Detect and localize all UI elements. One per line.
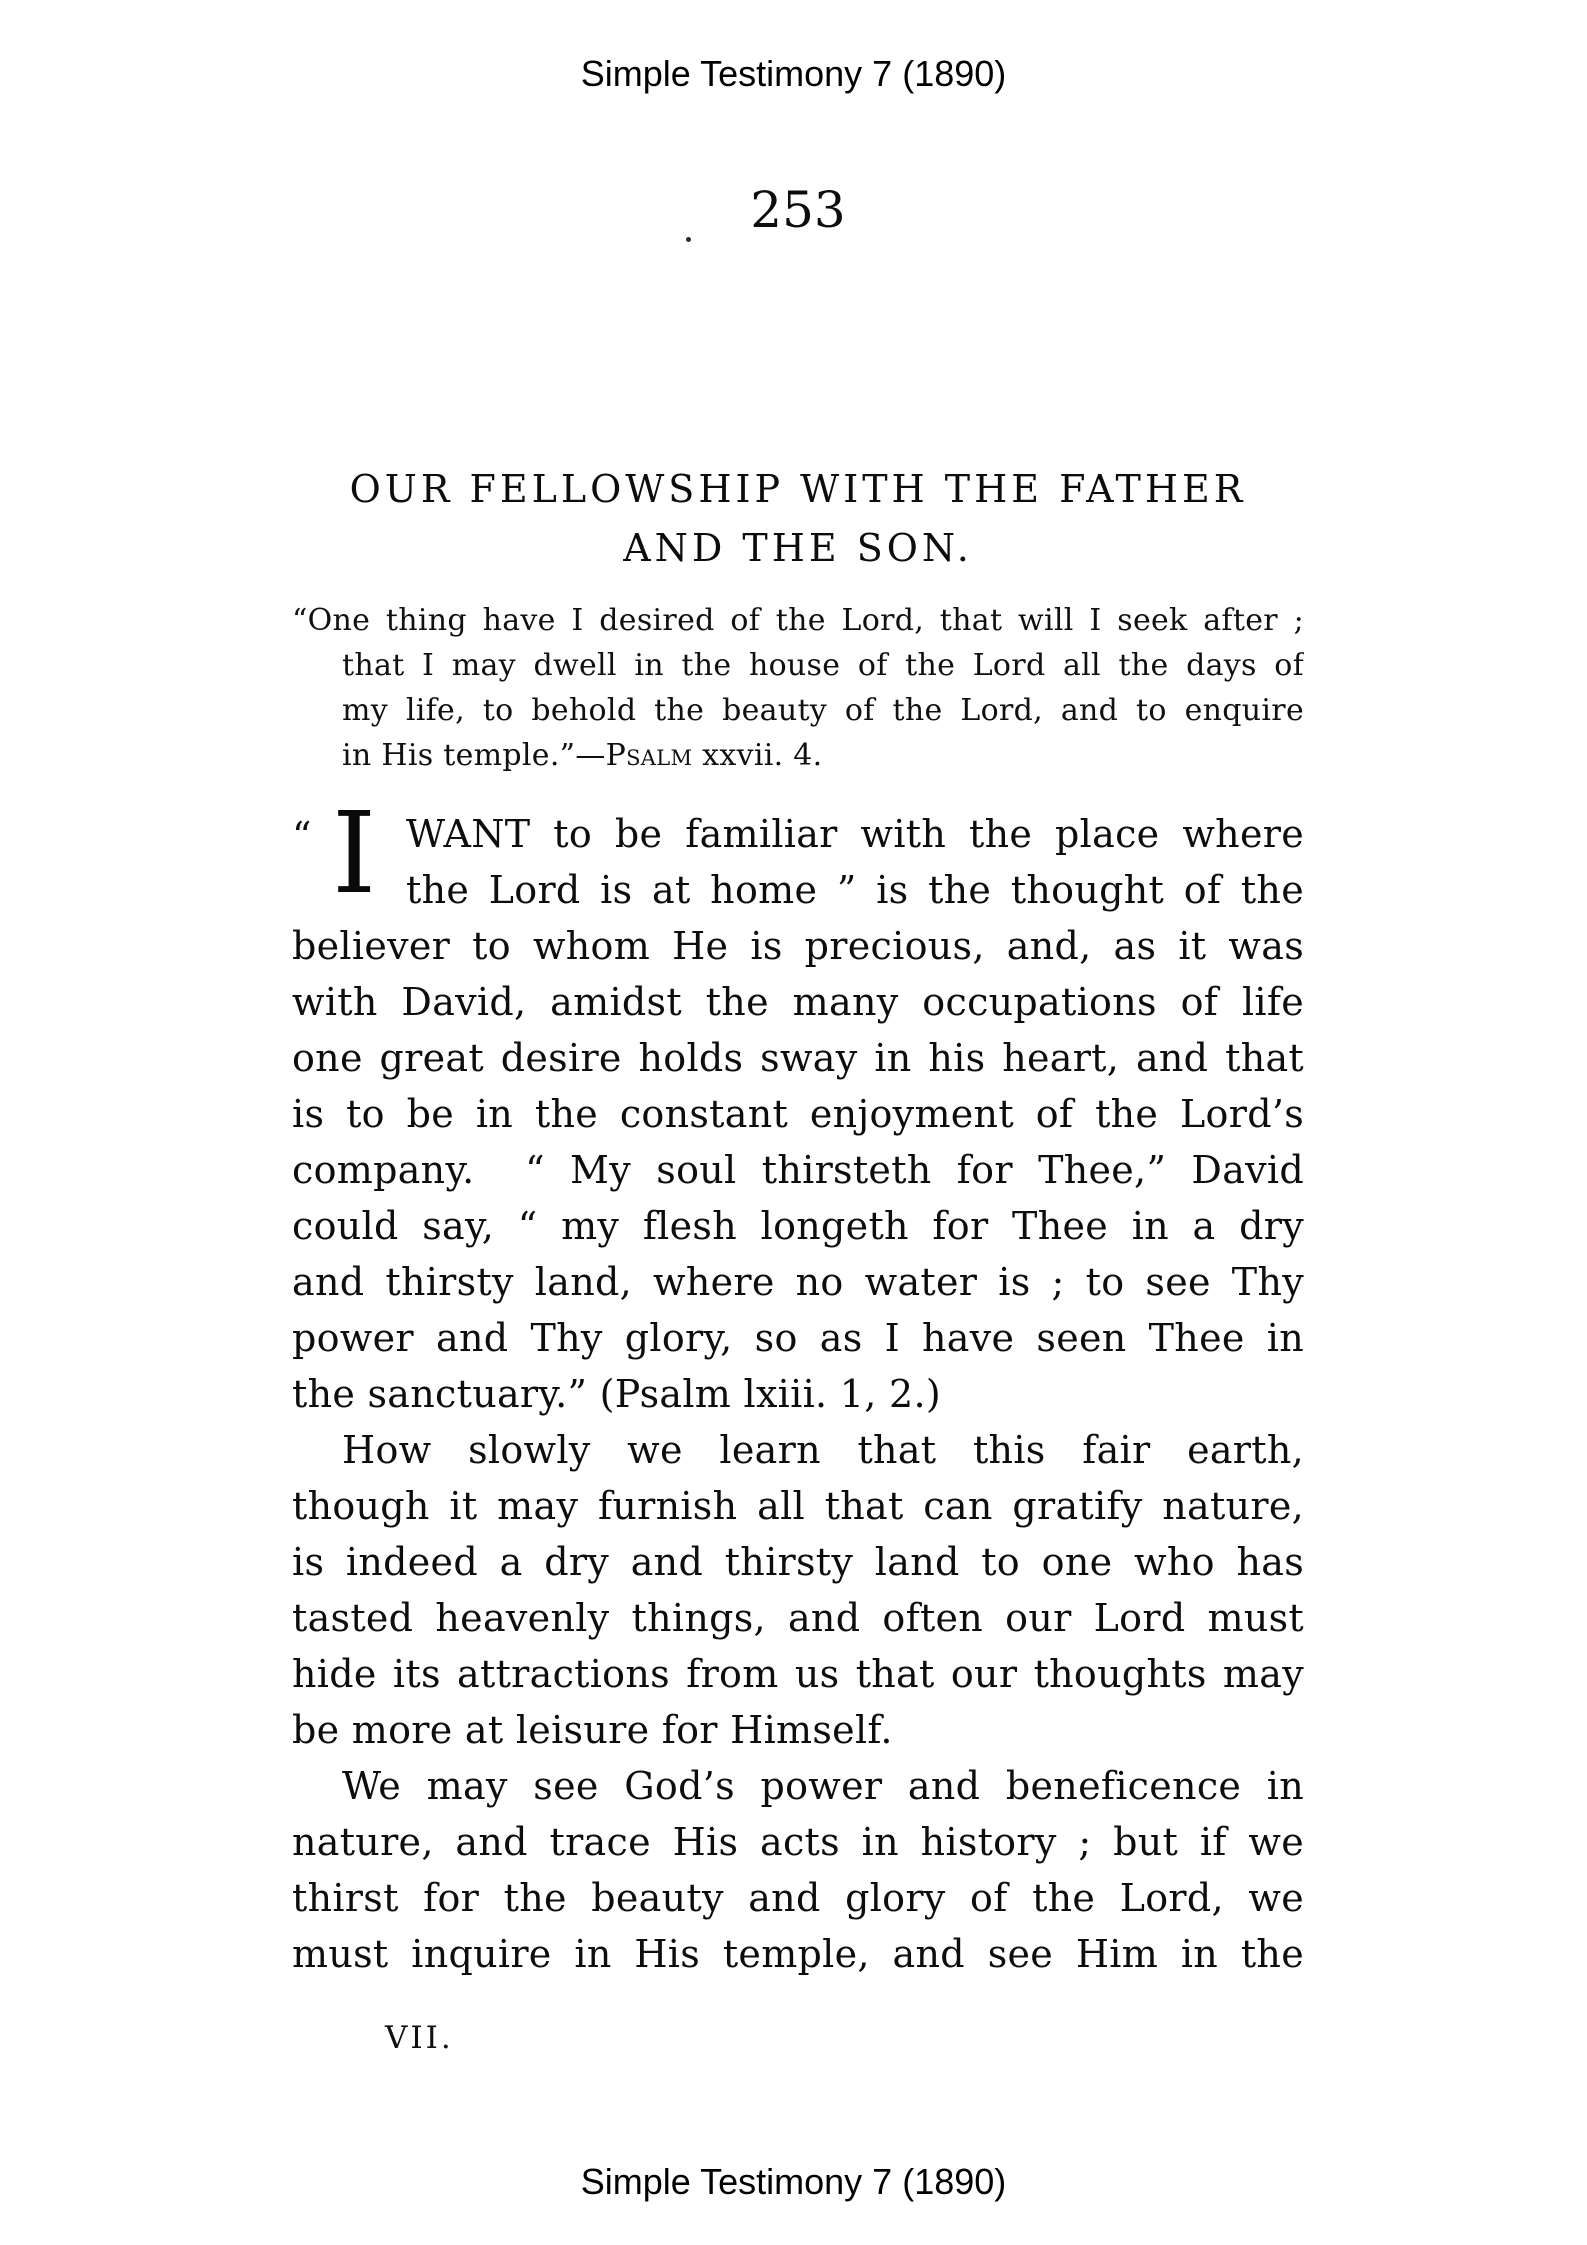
body-line: must inquire in His temple, and see Him in the xyxy=(292,1932,1304,1976)
body-line: believer to whom He is precious, and, as it was xyxy=(292,924,1304,968)
body-line: tasted heavenly things, and often our Lord must xyxy=(292,1596,1304,1640)
article-title-line2: AND THE SON. xyxy=(623,526,973,570)
body-line: one great desire holds sway in his heart, and that xyxy=(292,1036,1304,1080)
body-line: the Lord is at home ” is the thought of the xyxy=(406,868,1304,912)
body-line: We may see God’s power and beneficence in xyxy=(342,1764,1304,1808)
scan-header-text: Simple Testimony 7 (1890) xyxy=(580,53,1007,94)
body-line: power and Thy glory, so as I have seen Thee in xyxy=(292,1316,1304,1360)
body-line: thirst for the beauty and glory of the Lord, we xyxy=(292,1876,1304,1920)
printed-text-column xyxy=(292,0,1304,2245)
ink-speck xyxy=(686,237,691,242)
body-line: the sanctuary.” (Psalm lxiii. 1, 2.) xyxy=(292,1372,942,1416)
article-title-line1: OUR FELLOWSHIP WITH THE FATHER xyxy=(349,467,1247,511)
body-text xyxy=(292,789,1304,1982)
body-line: hide its attractions from us that our thoughts may xyxy=(292,1652,1304,1696)
body-line: with David, amidst the many occupations of life xyxy=(292,980,1304,1024)
article-title xyxy=(292,460,1304,578)
epigraph-line-source xyxy=(342,733,1304,778)
signature-mark: VII. xyxy=(385,2020,454,2056)
body-line: WANT to be familiar with the place where xyxy=(406,812,1304,856)
page-number: 253 xyxy=(750,181,846,239)
drop-cap-letter: I xyxy=(332,789,377,919)
opening-quote-mark: “ xyxy=(292,814,312,858)
epigraph-line: that I may dwell in the house of the Lord all the days of xyxy=(342,648,1304,683)
body-line: nature, and trace His acts in history ; but if we xyxy=(292,1820,1304,1864)
body-line: be more at leisure for Himself. xyxy=(292,1708,893,1752)
body-line: and thirsty land, where no water is ; to see Thy xyxy=(292,1260,1304,1304)
body-line: is indeed a dry and thirsty land to one who has xyxy=(292,1540,1304,1584)
epigraph-line: “One thing have I desired of the Lord, that will I seek after ; xyxy=(292,603,1304,638)
scan-footer-text: Simple Testimony 7 (1890) xyxy=(580,2161,1007,2202)
epigraph-line: my life, to behold the beauty of the Lord, and to enquire xyxy=(342,693,1304,728)
body-line: is to be in the constant enjoyment of the Lord’s xyxy=(292,1092,1304,1136)
body-line: though it may furnish all that can gratify nature, xyxy=(292,1484,1304,1528)
epigraph xyxy=(292,598,1304,778)
body-line: How slowly we learn that this fair earth, xyxy=(342,1428,1304,1472)
epigraph-closing: in His temple.”— xyxy=(342,738,606,773)
psalm-smallcaps: Psalm xyxy=(605,738,693,773)
body-line: could say, “ my flesh longeth for Thee in a dry xyxy=(292,1204,1304,1248)
psalm-reference: xxvii. 4. xyxy=(692,738,823,773)
body-line: company. “ My soul thirsteth for Thee,” David xyxy=(292,1148,1304,1192)
